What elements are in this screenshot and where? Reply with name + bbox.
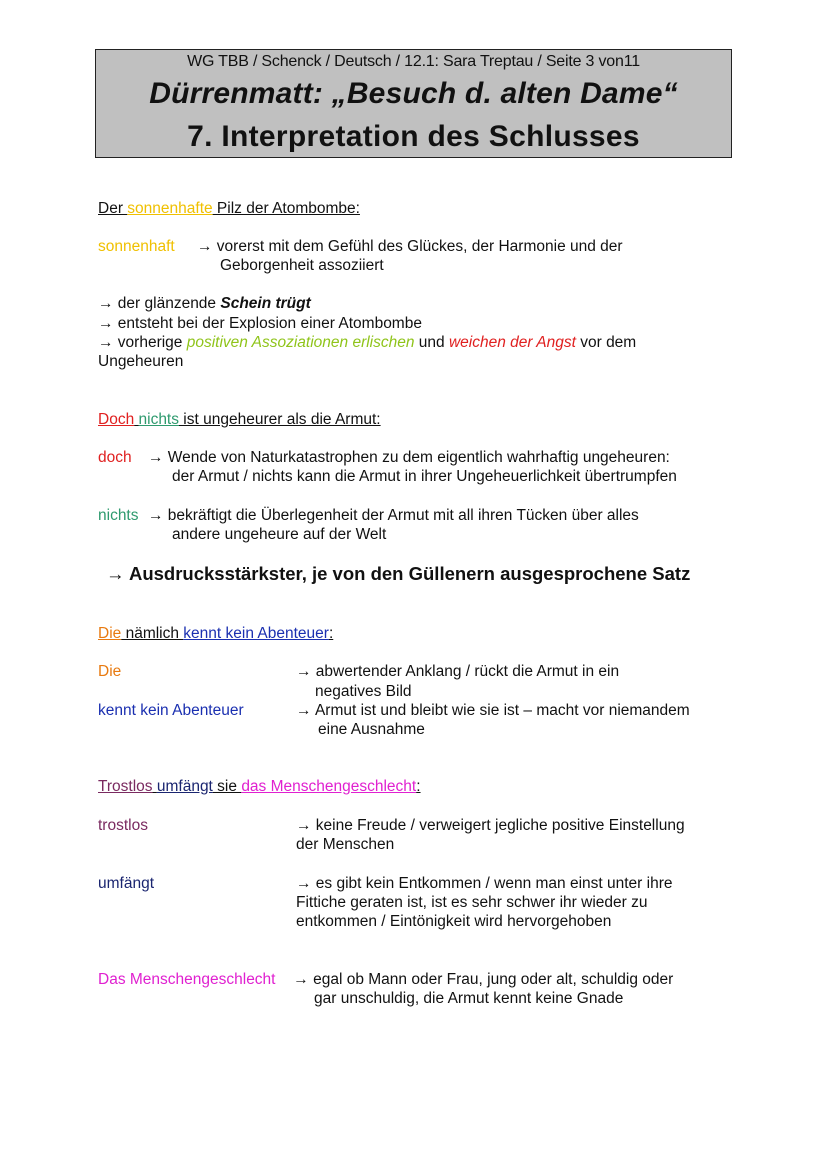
definition-line: → es gibt kein Entkommen / wenn man einst unter ihre [296, 875, 673, 892]
bullet-line [98, 294, 311, 313]
definition-line: entkommen / Eintönigkeit wird hervorgehoben [296, 913, 612, 930]
heading-text: sie [212, 778, 242, 795]
definition-line: → egal ob Mann oder Frau, jung oder alt, schuldig oder [289, 971, 674, 988]
term-doch: doch [98, 449, 132, 466]
section-heading-abenteuer [98, 624, 333, 643]
header-subtitle: 7. Interpretation des Schlusses [187, 120, 640, 153]
header-box [95, 49, 732, 158]
term-umfaengt: umfängt [98, 875, 155, 892]
definition-line: Geborgenheit assoziiert [220, 257, 384, 274]
conclusion-line: → Ausdrucksstärkster, je von den Güllenern ausgesprochene Satz [106, 563, 691, 584]
bullet-emphasis: Schein trügt [220, 295, 311, 312]
heading-highlight-plum: Trostlos [98, 778, 153, 795]
heading-text: : [416, 778, 421, 795]
section-heading-armut [98, 410, 381, 429]
definition-line: der Armut / nichts kann die Armut in ihrer Ungeheuerlichkeit übertrumpfen [172, 468, 677, 485]
term-trostlos: trostlos [98, 817, 148, 834]
heading-text: Der [98, 200, 128, 217]
section-heading-menschengeschlecht [98, 777, 421, 796]
definition-line: → vorerst mit dem Gefühl des Glückes, der Harmonie und der [197, 238, 623, 255]
bullet-emphasis-red: weichen der Angst [448, 334, 576, 351]
bullet-text: und [414, 334, 449, 351]
bullet-line: → entsteht bei der Explosion einer Atombombe [98, 315, 422, 332]
definition-line: → bekräftigt die Überlegenheit der Armut mit all ihren Tücken über alles [148, 507, 639, 524]
heading-text: nämlich [121, 625, 184, 642]
definition-line: negatives Bild [315, 683, 412, 700]
heading-highlight-blue: kennt kein Abenteuer [183, 625, 329, 642]
heading-text: ist ungeheurer als die Armut: [179, 411, 381, 428]
bullet-text: → vorherige [98, 334, 187, 351]
term-die: Die [98, 663, 122, 680]
section-heading-pilz [98, 199, 360, 218]
term-kennt-kein-abenteuer: kennt kein Abenteuer [98, 702, 244, 719]
heading-highlight-orange: Die [98, 625, 122, 642]
bullet-emphasis-green: positiven Assoziationen erlischen [186, 334, 415, 351]
header-title: Dürrenmatt: „Besuch d. alten Dame“ [149, 77, 678, 110]
definition-line: → keine Freude / verweigert jegliche positive Einstellung [296, 817, 685, 834]
definition-line: der Menschen [296, 836, 395, 853]
heading-highlight-magenta: das Menschengeschlecht [241, 778, 417, 795]
term-sonnenhaft: sonnenhaft [98, 238, 175, 255]
heading-highlight-green: nichts [138, 411, 179, 428]
term-nichts: nichts [98, 507, 139, 524]
term-das-menschengeschlecht: Das Menschengeschlecht [98, 971, 276, 988]
heading-text: : [328, 625, 334, 642]
definition-line: Fittiche geraten ist, ist es sehr schwer ihr wieder zu [296, 894, 648, 911]
bullet-text: vor dem [575, 334, 637, 351]
heading-highlight-navy: umfängt [156, 778, 213, 795]
definition-line: gar unschuldig, die Armut kennt keine Gnade [314, 990, 624, 1007]
heading-text: Pilz der Atombombe: [212, 200, 360, 217]
heading-highlight: sonnenhafte [127, 200, 213, 217]
definition-line: → Armut ist und bleibt wie sie ist – macht vor niemandem [296, 702, 690, 719]
heading-highlight-red: Doch [98, 411, 135, 428]
definition-line: → abwertender Anklang / rückt die Armut in ein [296, 663, 620, 680]
bullet-text: → der glänzende [98, 295, 221, 312]
definition-line: → Wende von Naturkatastrophen zu dem eigentlich wahrhaftig ungeheuren: [148, 449, 670, 466]
bullet-line: Ungeheuren [98, 353, 184, 370]
definition-line: eine Ausnahme [318, 721, 425, 738]
header-meta: WG TBB / Schenck / Deutsch / 12.1: Sara Treptau / Seite 3 von11 [187, 53, 640, 70]
bullet-line [98, 333, 636, 352]
definition-line: andere ungeheure auf der Welt [172, 526, 387, 543]
